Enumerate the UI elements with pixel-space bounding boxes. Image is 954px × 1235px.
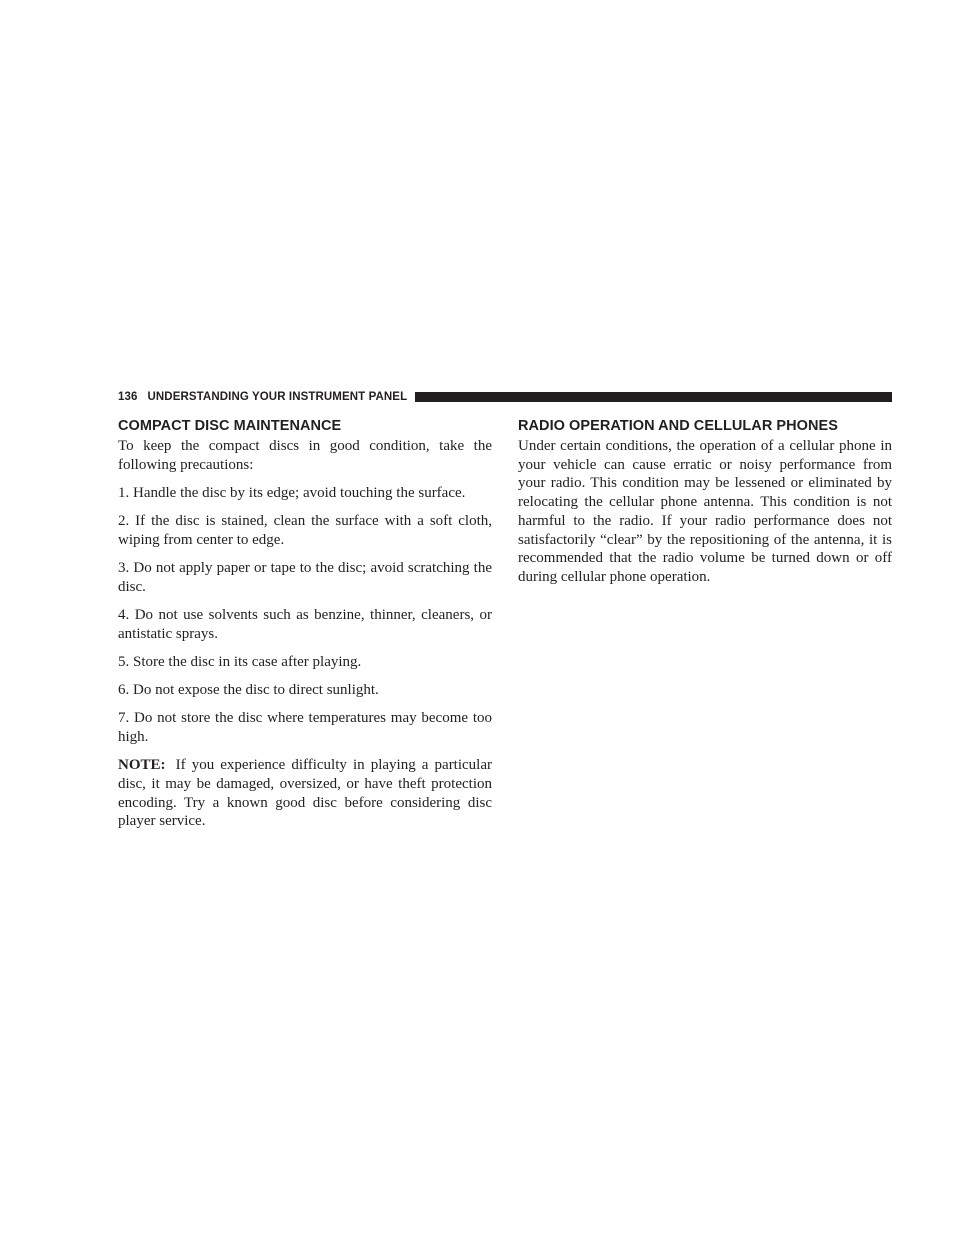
note-label: NOTE: <box>118 757 166 774</box>
header-rule-bar <box>415 392 892 402</box>
precaution-item-4: 4. Do not use solvents such as benzine, thinner, cleaners, or antistatic sprays. <box>118 606 492 642</box>
radio-cellular-paragraph: Under certain conditions, the operation of a cellular phone in your vehicle can cause erratic or noisy performance from your radio. This condition may be lessened or eliminated by relocating the cellular phone antenna. This condition is not harmful to the radio. If your radio performance does not satisfactorily “clear” by the repositioning of the antenna, it is recommended that the radio volume be turned down or off during cellular phone operation. <box>518 438 892 585</box>
running-head: UNDERSTANDING YOUR INSTRUMENT PANEL <box>147 391 408 403</box>
section-heading-radio-cellular: RADIO OPERATION AND CELLULAR PHONES <box>518 418 838 434</box>
intro-paragraph: To keep the compact discs in good condition, take the following precautions: <box>118 438 492 473</box>
precaution-item-2: 2. If the disc is stained, clean the surface with a soft cloth, wiping from center to edge. <box>118 513 492 548</box>
note-paragraph <box>118 756 492 831</box>
precaution-item-7: 7. Do not store the disc where temperatures may become too high. <box>118 710 492 745</box>
page-number: 136 <box>118 391 138 403</box>
note-text: If you experience difficulty in playing a particular disc, it may be damaged, oversized, or have theft protection encoding. Try a known good disc before considering disc player service. <box>118 757 492 830</box>
precaution-item-3: 3. Do not apply paper or tape to the disc; avoid scratching the disc. <box>118 560 492 595</box>
section-heading-compact-disc: COMPACT DISC MAINTENANCE <box>118 418 342 434</box>
precaution-item-6: 6. Do not expose the disc to direct sunlight. <box>118 682 379 699</box>
left-column <box>118 418 492 840</box>
right-column <box>518 418 892 596</box>
precaution-item-5: 5. Store the disc in its case after playing. <box>118 653 362 670</box>
page-header <box>118 389 892 405</box>
precaution-item-1: 1. Handle the disc by its edge; avoid touching the surface. <box>118 484 466 501</box>
